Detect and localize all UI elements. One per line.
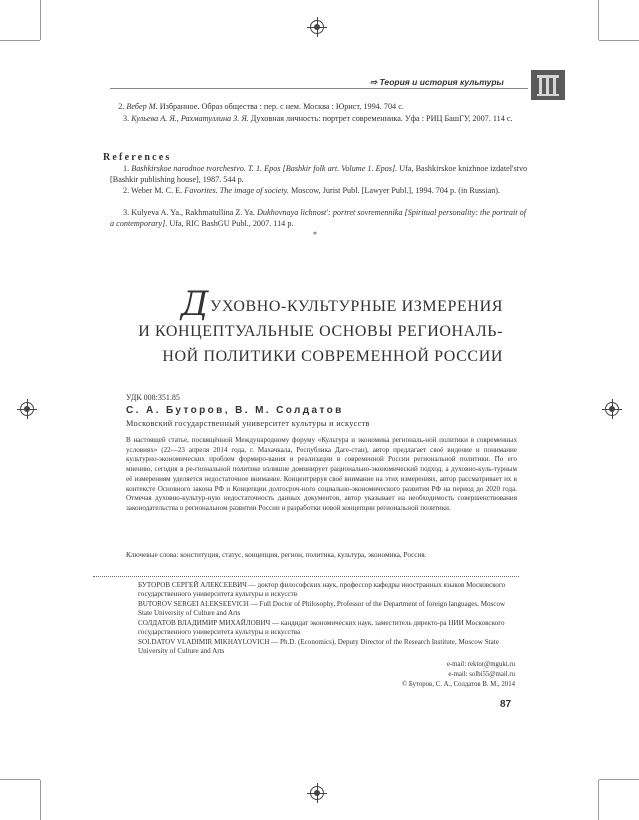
bio-soldatov-ru: СОЛДАТОВ ВЛАДИМИР МИХАЙЛОВИЧ — кандидат экономических наук, заместитель директо-ра НИИ Московского государственного университета культуры и искусства [138,619,505,636]
article-authors: С. А. Буторов, В. М. Солдатов [126,405,344,416]
column-logo-icon [531,70,565,100]
section-title: Теория и история культуры [379,77,504,87]
separator-star: * [313,230,317,239]
crop-mark [598,0,599,40]
title-dropcap: Д [180,284,210,324]
reference-ru-2: 2. Вебер М. Избранное. Образ общества : пер. с нем. Москва : Юрист, 1994. 704 с. [118,102,404,111]
bio-butorov-en: BUTOROV SERGEI ALEKSEEVICH — Full Doctor of Philosophy, Professor of the Department of foreign languages, Moscow State University of Culture and Arts [138,600,506,617]
reference-en-3: 3. Kulyeva A. Ya., Rakhmatullina Z. Ya. Dukhovnaya lichnost': portret sovremennika [Spiritual personality: the portrait of a contemporary]. Ufa, RIC BashGU Publ., 2007. 114 p. [110,208,526,228]
reference-en-1: 1. Bashkirskoe narodnoe tvorchestvo. T. 1. Epos [Bashkir folk art. Volume 1. Epos]. Ufa, Bashkirskoe knizhnoe izdatel'stvo [Bashkir publishing house], 1987. 544 p. [110,164,528,184]
crop-mark [0,779,40,780]
article-title-line-3: НОЙ ПОЛИТИКИ СОВРЕМЕННОЙ РОССИИ [162,348,503,365]
crop-mark [599,779,639,780]
bio-butorov-ru: БУТОРОВ СЕРГЕЙ АЛЕКСЕЕВИЧ — доктор философских наук, профессор кафедры иностранных языков Московского государственного университета культуры и искусств [138,581,506,598]
contact-email-2: e-mail: solbi55@mail.ru [448,671,515,678]
running-header [370,77,504,88]
author-affiliation: Московский государственный университет культуры и искусств [126,419,370,428]
arrow-icon: ⇨ [370,77,378,87]
article-title-line-1: ДУХОВНО-КУЛЬТУРНЫЕ ИЗМЕРЕНИЯ [180,284,503,324]
references-heading: References [103,152,172,163]
udk-code: УДК 008:351.85 [126,393,180,402]
registration-mark-icon [310,20,324,34]
crop-mark [599,40,639,41]
crop-mark [40,0,41,40]
dotted-divider [93,576,519,577]
crop-mark [0,40,40,41]
reference-en-2: 2. Weber M. C. E. Favorites. The image of society. Moscow, Jurist Publ. [Lawyer Publ.], 1994. 704 p. (in Russian). [123,186,501,195]
crop-mark [40,780,41,820]
registration-mark-icon [605,402,619,416]
crop-mark [598,780,599,820]
reference-ru-3: 3. Кульева А. Я., Рахматуллина З. Я. Духовная личность: портрет современника. Уфа : РИЦ БашГУ, 2007. 114 с. [123,114,513,123]
article-keywords: Ключевые слова: конституция, статус, концепция, регион, политика, культура, экономика, Россия. [126,551,427,559]
page-number: 87 [500,699,512,710]
article-title-line-2: И КОНЦЕПТУАЛЬНЫЕ ОСНОВЫ РЕГИОНАЛЬ- [138,323,503,340]
registration-mark-icon [310,786,324,800]
header-rule [110,88,528,89]
article-abstract: В настоящей статье, посвящённой Международному форуму «Культура и экономика региональ-ной политики в современных условиях» (22—23 апреля 2014 года, г. Махачкала, Республика Даге-стан), автор предлагает своё видение и понимание культурно-экономических проблем формиро-вания и реализации в современной России региональной политики. По его мнению, сегодня в ре-гиональной политике излишне доминирует рационально-экономический подход, а духовно-куль-турным её измерениям уделяется недостаточное внимание. Концентрируя своё внимание на этих измерениях, автор рассматривает их в контексте Основного закона РФ и Концепции долгосроч-ного социально-экономического развития РФ на период до 2020 года. Отмечая духовно-культур-ную недостаточность данных документов, автор указывает на необходимость совершенствования законодательства о региональном развитии России и разработки новой концепции региональной политики. [126,436,517,512]
bio-soldatov-en: SOLDATOV VLADIMIR MIKHAYLOVICH — Ph.D. (Economics), Deputy Director of the Research Institute, Moscow State University of Culture and Arts [138,638,499,655]
registration-mark-icon [20,402,34,416]
copyright: © Буторов, С. А., Солдатов В. М., 2014 [401,681,515,688]
contact-email-1: e-mail: rektor@mguki.ru [446,661,515,668]
